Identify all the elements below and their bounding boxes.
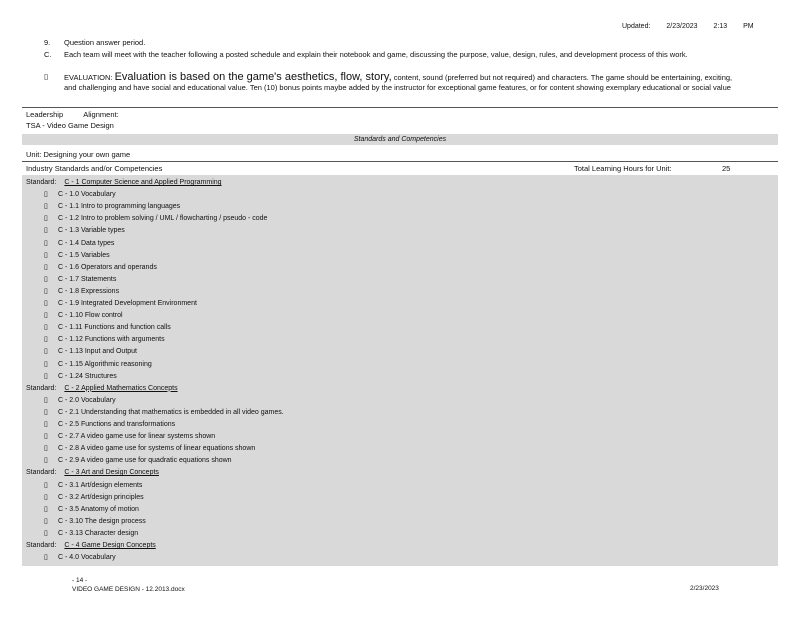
standard-label: Standard: — [26, 179, 57, 186]
competency-text: C - 1.6 Operators and operands — [58, 263, 157, 271]
industry-label: Industry Standards and/or Competencies — [26, 164, 163, 173]
competency-text: C - 2.7 A video game use for linear systems shown — [58, 433, 216, 441]
competency-item — [44, 287, 119, 297]
updated-stamp — [622, 23, 768, 30]
checkbox-icon: ▯ — [44, 336, 48, 344]
competency-item — [44, 190, 116, 200]
competency-text: C - 3.13 Character design — [58, 529, 139, 537]
competency-text: C - 3.5 Anatomy of motion — [58, 505, 139, 513]
competency-item — [44, 517, 146, 527]
competency-text: C - 1.10 Flow control — [58, 312, 123, 320]
competency-item — [44, 275, 116, 285]
industry-header — [26, 164, 766, 174]
hours-label: Total Learning Hours for Unit: — [574, 164, 672, 173]
checkbox-icon: ▯ — [44, 493, 48, 501]
standard-heading — [26, 541, 156, 551]
item-marker: ▯ — [44, 72, 49, 81]
competency-item — [44, 251, 110, 261]
checkbox-icon: ▯ — [44, 372, 48, 380]
checkbox-icon: ▯ — [44, 360, 48, 368]
competency-item — [44, 323, 171, 333]
competency-item — [44, 263, 157, 273]
checkbox-icon: ▯ — [44, 505, 48, 513]
competency-item — [44, 299, 197, 309]
unit-title: Unit: Designing your own game — [26, 150, 131, 159]
leadership-label: Leadership — [26, 110, 64, 119]
updated-label: Updated: — [622, 23, 651, 30]
checkbox-icon: ▯ — [44, 191, 48, 199]
standard-title: C - 2 Applied Mathematics Concepts — [64, 384, 178, 392]
footer-date: 2/23/2023 — [690, 585, 719, 592]
competency-item — [44, 214, 267, 224]
list-item — [44, 38, 744, 48]
competency-text: C - 1.5 Variables — [58, 251, 110, 259]
competency-item — [44, 335, 165, 345]
standard-heading — [26, 468, 159, 478]
competency-item — [44, 529, 138, 539]
alignment-label: Alignment: — [83, 110, 119, 119]
evaluation-label: EVALUATION: — [64, 73, 113, 82]
checkbox-icon: ▯ — [44, 396, 48, 404]
competency-text: C - 2.9 A video game use for quadratic equations shown — [58, 457, 232, 465]
competency-item — [44, 505, 139, 515]
competency-text: C - 2.1 Understanding that mathematics is embedded in all video games. — [58, 408, 284, 416]
competency-item — [44, 202, 180, 212]
checkbox-icon: ▯ — [44, 263, 48, 271]
checkbox-icon: ▯ — [44, 517, 48, 525]
standard-heading — [26, 178, 222, 188]
standard-label: Standard: — [26, 542, 57, 549]
checkbox-icon: ▯ — [44, 408, 48, 416]
checkbox-icon: ▯ — [44, 312, 48, 320]
competency-item — [44, 553, 116, 563]
competency-text: C - 1.1 Intro to programming languages — [58, 203, 181, 211]
standards-band — [22, 134, 778, 145]
updated-date: 2/23/2023 — [666, 23, 698, 30]
competency-item — [44, 360, 152, 370]
item-marker: C. — [44, 50, 52, 59]
checkbox-icon: ▯ — [44, 445, 48, 453]
checkbox-icon: ▯ — [44, 433, 48, 441]
page-number: - 14 - — [72, 577, 88, 584]
competency-text: C - 1.13 Input and Output — [58, 348, 137, 356]
competency-text: C - 1.2 Intro to problem solving / UML / flowcharting / pseudo - code — [58, 215, 268, 223]
updated-time: 2:13 — [713, 23, 728, 30]
standard-title: C - 1 Computer Science and Applied Programming — [64, 179, 222, 186]
competency-text: C - 3.10 The design process — [58, 517, 146, 525]
competency-item — [44, 432, 215, 442]
updated-ampm: PM — [743, 23, 754, 30]
item-marker: 9. — [44, 38, 51, 47]
competency-item — [44, 239, 114, 249]
checkbox-icon: ▯ — [44, 215, 48, 223]
competency-text: C - 1.0 Vocabulary — [58, 191, 116, 199]
standard-title: C - 3 Art and Design Concepts — [64, 469, 159, 477]
competency-item — [44, 481, 142, 491]
item-text: Question answer period. — [64, 38, 146, 47]
checkbox-icon: ▯ — [44, 203, 48, 211]
competency-item — [44, 396, 116, 406]
standard-label: Standard: — [26, 469, 57, 477]
competency-text: C - 2.5 Functions and transformations — [58, 421, 176, 428]
competency-item — [44, 311, 123, 321]
competency-text: C - 2.0 Vocabulary — [58, 396, 116, 404]
competency-text: C - 1.12 Functions with arguments — [58, 336, 165, 344]
divider — [22, 161, 778, 162]
checkbox-icon: ▯ — [44, 324, 48, 332]
evaluation-body: content, sound (preferred but not required) and characters. The game should be entertaining, exciting, and challenging and have social and educational value. Ten (10) bonus points maybe added by the instructor for exceptional game features, or for content showing exemplary educational or social value — [64, 73, 733, 92]
competency-item — [44, 493, 144, 503]
item-text: Each team will meet with the teacher following a posted schedule and explain their notebook and game, discussing the purpose, value, design, rules, and development process of this work. — [64, 50, 688, 59]
competency-text: C - 3.1 Art/design elements — [58, 481, 143, 489]
competency-item — [44, 372, 117, 382]
list-item — [44, 50, 744, 70]
evaluation-emphasis: Evaluation is based on the game's aesthetics, flow, story, — [114, 71, 392, 83]
checkbox-icon: ▯ — [44, 554, 48, 562]
competency-text: C - 1.15 Algorithmic reasoning — [58, 360, 152, 368]
leadership-row — [26, 110, 119, 120]
standard-label: Standard: — [26, 384, 57, 392]
checkbox-icon: ▯ — [44, 275, 48, 283]
checkbox-icon: ▯ — [44, 287, 48, 295]
competency-text: C - 1.24 Structures — [58, 372, 117, 380]
checkbox-icon: ▯ — [44, 529, 48, 537]
competency-text: C - 1.4 Data types — [58, 239, 115, 247]
footer-left — [72, 576, 185, 594]
competency-text: C - 1.9 Integrated Development Environment — [58, 300, 197, 307]
checkbox-icon: ▯ — [44, 227, 48, 235]
checkbox-icon: ▯ — [44, 457, 48, 465]
checkbox-icon: ▯ — [44, 348, 48, 356]
competency-text: C - 1.3 Variable types — [58, 227, 125, 235]
competency-text: C - 4.0 Vocabulary — [58, 554, 116, 562]
competency-text: C - 1.7 Statements — [58, 275, 117, 283]
competency-item — [44, 420, 175, 430]
checkbox-icon: ▯ — [44, 251, 48, 259]
list-item — [44, 72, 744, 106]
evaluation-text — [64, 72, 742, 93]
competency-item — [44, 456, 232, 466]
competency-item — [44, 444, 255, 454]
tsa-alignment: TSA - Video Game Design — [26, 121, 114, 130]
standard-heading — [26, 384, 178, 394]
checkbox-icon: ▯ — [44, 481, 48, 489]
competency-text: C - 1.8 Expressions — [58, 287, 120, 295]
competency-text: C - 2.8 A video game use for systems of linear equations shown — [58, 445, 256, 453]
hours-value: 25 — [722, 164, 731, 173]
checkbox-icon: ▯ — [44, 300, 48, 307]
competency-text: C - 1.11 Functions and function calls — [58, 324, 171, 332]
standard-title: C - 4 Game Design Concepts — [64, 542, 156, 549]
competency-item — [44, 408, 284, 418]
competency-text: C - 3.2 Art/design principles — [58, 493, 144, 501]
divider — [22, 107, 778, 108]
band-title: Standards and Competencies — [353, 136, 447, 143]
competency-item — [44, 347, 137, 357]
checkbox-icon: ▯ — [44, 421, 48, 428]
file-name: VIDEO GAME DESIGN - 12.2013.docx — [72, 586, 185, 593]
checkbox-icon: ▯ — [44, 239, 48, 247]
competency-item — [44, 226, 125, 236]
